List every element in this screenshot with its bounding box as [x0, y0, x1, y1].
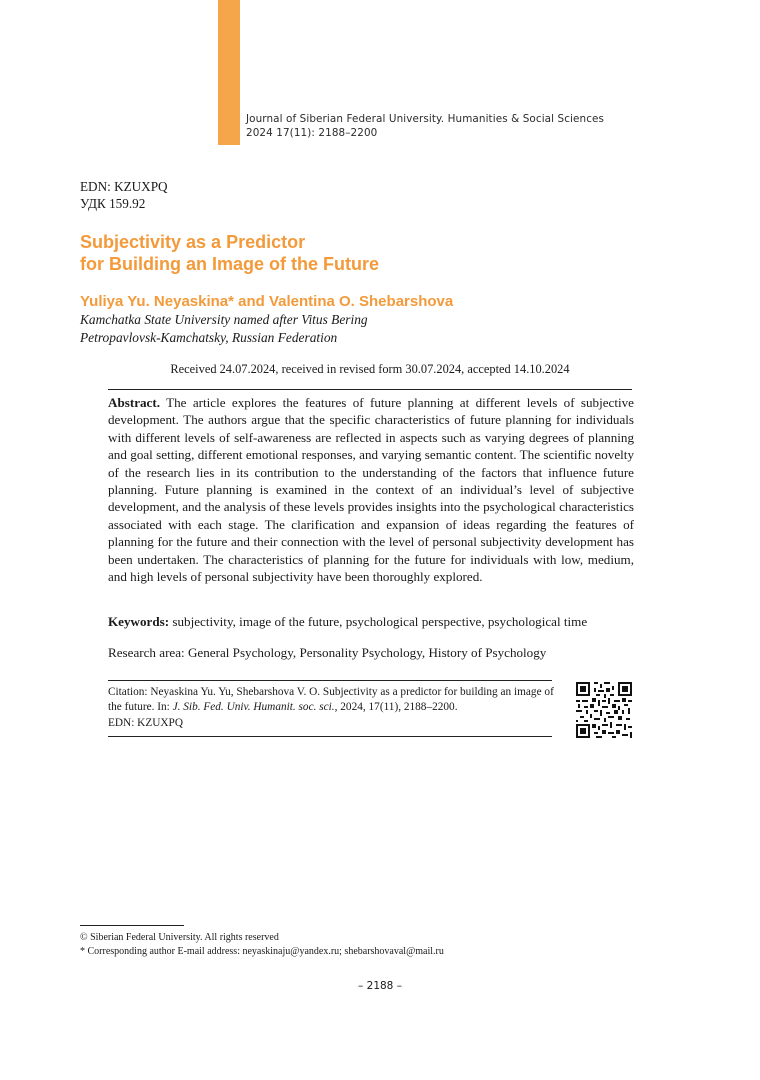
title-line-1: Subjectivity as a Predictor	[80, 232, 306, 252]
abstract-top-rule	[108, 389, 632, 390]
udk-id: УДК 159.92	[80, 196, 146, 211]
journal-volume: 2024 17(11): 2188–2200	[246, 127, 378, 139]
citation-suffix: , 2024, 17(11), 2188–2200.	[334, 701, 458, 714]
author-names: Yuliya Yu. Neyaskina* and Valentina O. Shebarshova	[80, 293, 454, 310]
affiliation-line-1: Kamchatka State University named after Vitus Bering	[80, 312, 368, 327]
corresponding-author-note: * Corresponding author E-mail address: neyaskinaju@yandex.ru; shebarshovaval@mail.ru	[80, 946, 444, 957]
copyright-note: © Siberian Federal University. All rights reserved	[80, 932, 279, 943]
affiliation-line-2: Petropavlovsk-Kamchatsky, Russian Federation	[80, 330, 338, 345]
citation-prefix: Citation: Neyaskina Yu. Yu, Shebarshova V. O. Subjectivity as a predictor for building an image of the future. In:	[108, 686, 554, 714]
page-number: – 2188 –	[358, 980, 402, 992]
qr-code-icon	[576, 682, 632, 738]
footnotes	[80, 931, 444, 959]
citation	[108, 685, 558, 731]
citation-edn: EDN: KZUXPQ	[108, 716, 183, 729]
citation-journal: J. Sib. Fed. Univ. Humanit. soc. sci.	[172, 701, 335, 714]
abstract-text: The article explores the features of future planning at different levels of subjective development. The authors argue that the specific characteristics of future planning for individuals with different levels of self-awareness are reflected in aspects such as varying degrees of planning and goal setting, different emotional responses, and varying semantic content. The scientific novelty of the research lies in its contribution to the understanding of the factors that influence future planning. Future planning is examined in the context of an individual’s level of subjective development, and the analysis of these levels provides insights into the psychological characteristics associated with each stage. The clarification and expansion of ideas regarding the features of planning for the future and their connection with the level of personal subjectivity development has been undertaken. The characteristics of planning for the future for individuals with low, medium, and high levels of personal subjectivity have been thoroughly explored.	[108, 395, 634, 585]
keywords-text: subjectivity, image of the future, psychological perspective, psychological time	[172, 614, 588, 629]
research-area: Research area: General Psychology, Personality Psychology, History of Psychology	[108, 645, 547, 660]
header-accent-bar	[218, 0, 240, 145]
article-title	[80, 231, 580, 275]
journal-name: Journal of Siberian Federal University. Humanities & Social Sciences	[246, 113, 605, 125]
edn-id: EDN: KZUXPQ	[80, 179, 168, 194]
author-affiliation	[80, 311, 368, 347]
abstract-label: Abstract.	[108, 395, 160, 410]
citation-top-rule	[108, 680, 552, 681]
keywords	[108, 613, 638, 630]
title-line-2: for Building an Image of the Future	[80, 254, 379, 274]
article-identifiers	[80, 178, 168, 212]
keywords-label: Keywords:	[108, 614, 170, 629]
footnote-rule	[80, 925, 184, 926]
citation-bottom-rule	[108, 736, 552, 737]
journal-header	[246, 112, 646, 140]
received-dates: Received 24.07.2024, received in revised form 30.07.2024, accepted 14.10.2024	[170, 362, 570, 376]
abstract	[108, 394, 634, 585]
